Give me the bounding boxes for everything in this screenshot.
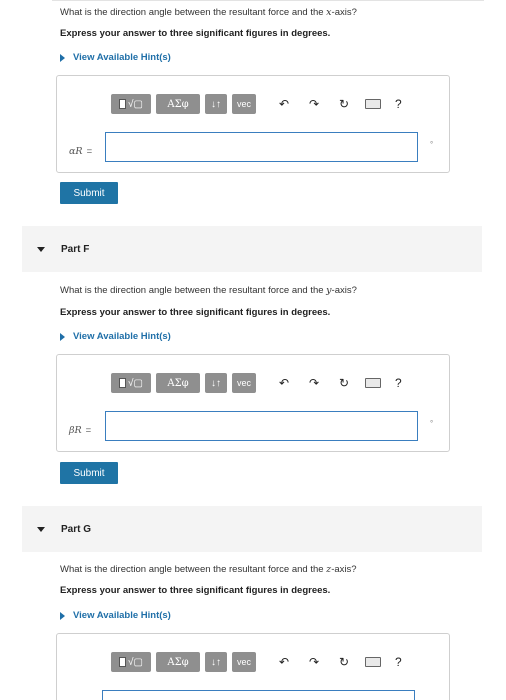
partF-answer-box (56, 354, 450, 452)
partG-question (60, 564, 357, 575)
undo-icon[interactable]: ↶ (278, 376, 290, 390)
help-icon[interactable]: ? (395, 376, 402, 390)
help-icon[interactable]: ? (395, 655, 402, 669)
partF-question-prefix: What is the direction angle between the resultant force and the (60, 285, 327, 296)
partE-variable-label (69, 146, 92, 157)
undo-icon[interactable]: ↶ (278, 655, 290, 669)
sub-superscript-button[interactable]: ↓↑ (205, 652, 227, 672)
partF-unit: ° (430, 419, 434, 428)
collapse-caret-icon (37, 527, 45, 532)
partG-hint-link[interactable] (60, 610, 171, 621)
partF-header[interactable] (22, 226, 482, 272)
hint-expand-icon (60, 54, 65, 62)
partF-hint-label: View Available Hint(s) (73, 331, 171, 342)
partE-question (60, 7, 357, 18)
hint-expand-icon (60, 333, 65, 341)
partG-math-toolbar (111, 650, 402, 674)
partE-axis: x (326, 7, 332, 18)
partE-hint-label: View Available Hint(s) (73, 52, 171, 63)
partF-hint-link[interactable] (60, 331, 171, 342)
reset-icon[interactable]: ↻ (338, 376, 350, 390)
vector-button[interactable]: vec (232, 652, 256, 672)
partF-math-toolbar (111, 371, 402, 395)
hint-expand-icon (60, 612, 65, 620)
partE-answer-input[interactable] (105, 132, 418, 162)
greek-symbols-button[interactable]: ΑΣφ (156, 94, 200, 114)
partE-math-toolbar (111, 92, 402, 116)
radical-icon: √▢ (128, 98, 143, 110)
keyboard-icon[interactable] (365, 378, 381, 388)
partF-variable-label (69, 425, 91, 436)
collapse-caret-icon (37, 247, 45, 252)
partG-hint-label: View Available Hint(s) (73, 610, 171, 621)
partF-instruction: Express your answer to three significant figures in degrees. (60, 307, 331, 318)
partE-question-prefix: What is the direction angle between the resultant force and the (60, 7, 327, 18)
partE-question-suffix: -axis? (331, 7, 357, 18)
partF-equals: = (85, 425, 92, 436)
template-box-icon (119, 378, 126, 388)
redo-icon[interactable]: ↷ (308, 376, 320, 390)
partG-title: Part G (61, 523, 92, 535)
partG-answer-input[interactable] (102, 690, 415, 700)
radical-icon: √▢ (128, 377, 143, 389)
templates-button[interactable] (111, 652, 151, 672)
partE-answer-box (56, 75, 450, 173)
partE-variable-symbol: αR (69, 146, 83, 157)
reset-icon[interactable]: ↻ (338, 655, 350, 669)
partE-submit-button[interactable]: Submit (60, 182, 118, 204)
vector-button[interactable]: vec (232, 94, 256, 114)
partE-hint-link[interactable] (60, 52, 171, 63)
greek-symbols-button[interactable]: ΑΣφ (156, 652, 200, 672)
greek-symbols-button[interactable]: ΑΣφ (156, 373, 200, 393)
help-icon[interactable]: ? (395, 97, 402, 111)
sub-superscript-button[interactable]: ↓↑ (205, 94, 227, 114)
partF-title: Part F (61, 243, 90, 255)
partF-submit-button[interactable]: Submit (60, 462, 118, 484)
partG-header[interactable] (22, 506, 482, 552)
partE-instruction: Express your answer to three significant figures in degrees. (60, 28, 331, 39)
partF-answer-input[interactable] (105, 411, 418, 441)
keyboard-icon[interactable] (365, 657, 381, 667)
template-box-icon (119, 99, 126, 109)
sub-superscript-button[interactable]: ↓↑ (205, 373, 227, 393)
partE-equals: = (86, 146, 93, 157)
redo-icon[interactable]: ↷ (308, 655, 320, 669)
partF-axis: y (326, 285, 332, 296)
radical-icon: √▢ (128, 656, 143, 668)
template-box-icon (119, 657, 126, 667)
keyboard-icon[interactable] (365, 99, 381, 109)
templates-button[interactable] (111, 94, 151, 114)
undo-icon[interactable]: ↶ (278, 97, 290, 111)
reset-icon[interactable]: ↻ (338, 97, 350, 111)
partF-question-suffix: -axis? (331, 285, 357, 296)
partE-unit: ° (430, 140, 434, 149)
templates-button[interactable] (111, 373, 151, 393)
partG-question-prefix: What is the direction angle between the resultant force and the (60, 564, 327, 575)
partG-question-suffix: -axis? (331, 564, 357, 575)
partF-question (60, 285, 357, 296)
partG-instruction: Express your answer to three significant figures in degrees. (60, 585, 331, 596)
top-divider (52, 0, 484, 1)
redo-icon[interactable]: ↷ (308, 97, 320, 111)
partF-variable-symbol: βR (69, 425, 82, 436)
vector-button[interactable]: vec (232, 373, 256, 393)
partG-axis: z (326, 564, 332, 575)
